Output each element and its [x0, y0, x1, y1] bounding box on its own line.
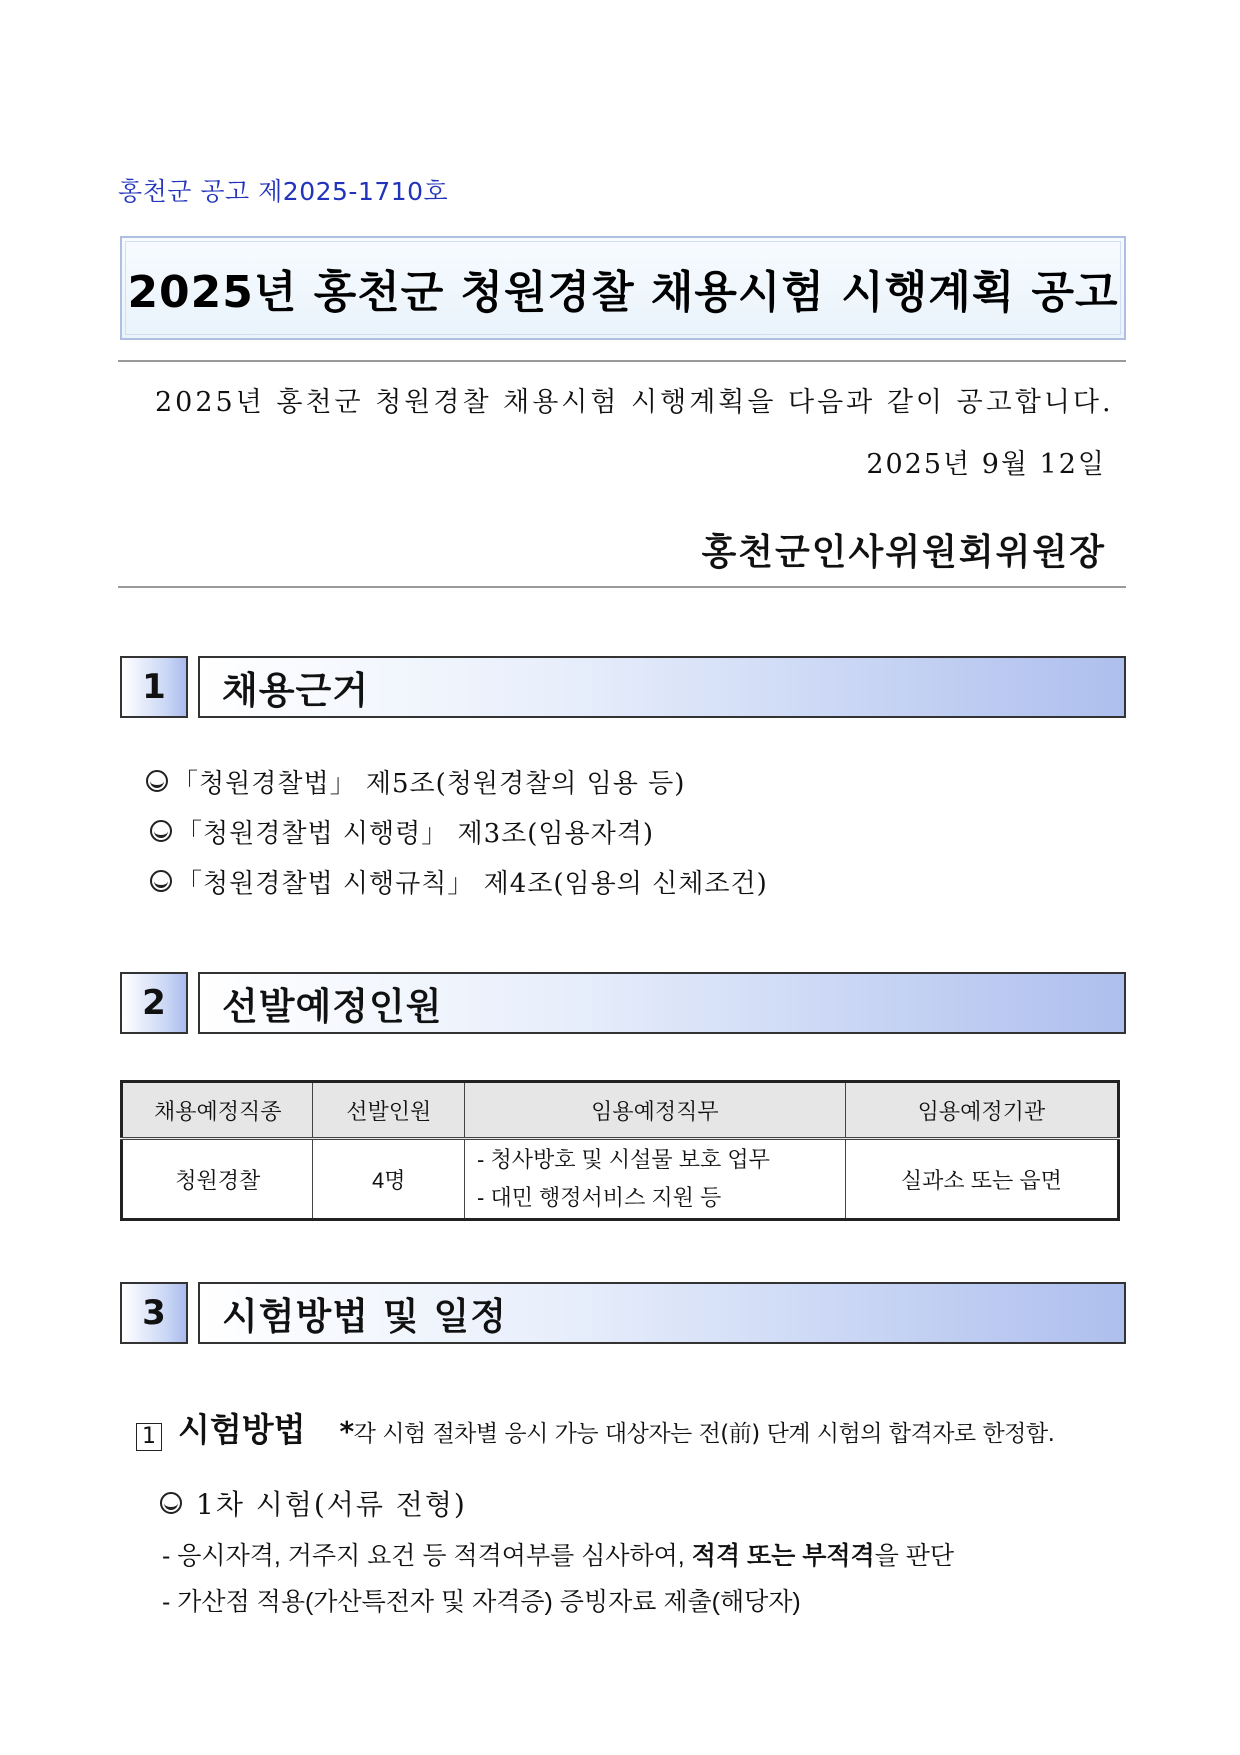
stage-1-title: 1차 시험(서류 전형)	[196, 1488, 467, 1521]
cell-duties	[465, 1139, 846, 1220]
hollow-circle-bullet-icon	[146, 770, 168, 792]
hollow-circle-bullet-icon	[150, 820, 172, 842]
exam-method-note	[340, 1415, 1055, 1448]
section-3-title: 시험방법 및 일정	[198, 1282, 1126, 1344]
table-row	[122, 1139, 1119, 1220]
signer: 홍천군인사위원회위원장	[701, 531, 1106, 573]
header-agency: 임용예정기관	[845, 1082, 1118, 1139]
hollow-circle-bullet-icon	[160, 1492, 182, 1514]
legal-basis-text: 「청원경찰법 시행규칙」 제4조(임용의 신체조건)	[176, 868, 768, 899]
section-2-title: 선발예정인원	[198, 972, 1126, 1034]
cell-job-type: 청원경찰	[122, 1139, 313, 1220]
detail-text: - 응시자격, 거주지 요건 등 적격여부를 심사하여,	[162, 1542, 692, 1570]
duty-line: - 청사방호 및 시설물 보호 업무	[477, 1147, 770, 1172]
legal-basis-text: 「청원경찰법」 제5조(청원경찰의 임용 등)	[172, 768, 686, 799]
title-box	[120, 236, 1126, 340]
list-item	[150, 806, 768, 856]
exam-method-title: 시험방법	[178, 1410, 306, 1449]
detail-text: 을 판단	[874, 1542, 955, 1570]
divider-bottom	[118, 586, 1126, 588]
duty-line: - 대민 행정서비스 지원 등	[477, 1185, 722, 1210]
announcement-date: 2025년 9월 12일	[866, 449, 1106, 480]
header-duties: 임용예정직무	[465, 1082, 846, 1139]
note-text: 각 시험 절차별 응시 가능 대상자는 전(前) 단계 시험의 합격자로 한정함.	[353, 1421, 1055, 1447]
section-1-number: 1	[120, 656, 188, 718]
section-2-number: 2	[120, 972, 188, 1034]
stage-1-detail-2: - 가산점 적용(가산특전자 및 자격증) 증빙자료 제출(해당자)	[162, 1588, 801, 1616]
header-headcount: 선발인원	[313, 1082, 465, 1139]
legal-basis-text: 「청원경찰법 시행령」 제3조(임용자격)	[176, 818, 654, 849]
square-box-icon: 1	[136, 1423, 162, 1451]
table-header-row	[122, 1082, 1119, 1139]
stage-1-heading	[160, 1483, 467, 1523]
section-1-title: 채용근거	[198, 656, 1126, 718]
note-star: *	[339, 1415, 354, 1448]
hollow-circle-bullet-icon	[150, 870, 172, 892]
page-title: 2025년 홍천군 청원경찰 채용시험 시행계획 공고	[127, 267, 1119, 318]
legal-basis-list	[146, 756, 768, 906]
cell-headcount: 4명	[313, 1139, 465, 1220]
header-job-type: 채용예정직종	[122, 1082, 313, 1139]
exam-method-heading	[136, 1404, 1054, 1451]
section-3-number: 3	[120, 1282, 188, 1344]
list-item	[150, 856, 768, 906]
stage-1-detail-1	[162, 1536, 954, 1572]
cell-agency: 실과소 또는 읍면	[845, 1139, 1118, 1220]
recruitment-table	[120, 1080, 1120, 1221]
detail-emphasis: 적격 또는 부적격	[691, 1542, 875, 1570]
list-item	[146, 756, 768, 806]
divider-top	[118, 360, 1126, 362]
notice-number: 홍천군 공고 제2025-1710호	[118, 177, 449, 206]
intro-text: 2025년 홍천군 청원경찰 채용시험 시행계획을 다음과 같이 공고합니다.	[155, 387, 1114, 418]
